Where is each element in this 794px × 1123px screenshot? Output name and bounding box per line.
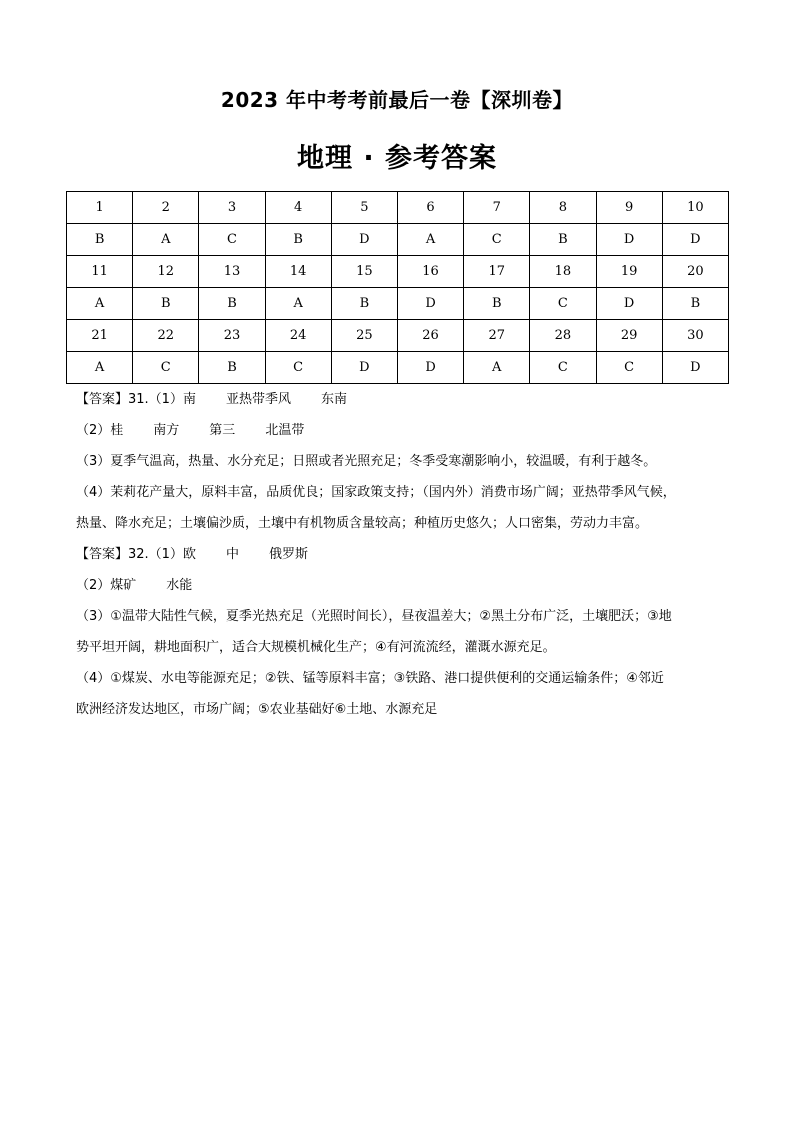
table-cell: A — [265, 288, 331, 320]
table-cell: 28 — [530, 320, 596, 352]
answer-31-part-1-b: 亚热带季风 — [225, 392, 291, 407]
answer-31-part-1-c: 东南 — [320, 392, 347, 407]
answer-31-part-2-c: 第三 — [209, 423, 236, 438]
table-cell: D — [331, 352, 397, 384]
answer-32-part-1-a: 【答案】32.（1）欧 — [76, 547, 196, 562]
answer-31-part-2-d: 北温带 — [265, 423, 305, 438]
answer-32-part-2-a: （2）煤矿 — [76, 578, 137, 593]
table-cell: A — [67, 288, 133, 320]
table-cell: 5 — [331, 192, 397, 224]
table-cell: C — [530, 288, 596, 320]
answer-32-line-3: （3）①温带大陆性气候，夏季光热充足（光照时间长），昼夜温差大；②黑土分布广泛，土壤肥沃；③地 — [76, 609, 672, 624]
table-cell: 18 — [530, 256, 596, 288]
table-cell: 8 — [530, 192, 596, 224]
table-cell: D — [397, 352, 463, 384]
answer-32-line-4: 势平坦开阔，耕地面积广，适合大规模机械化生产；④有河流流经，灌溉水源充足。 — [76, 640, 556, 655]
table-cell: 20 — [662, 256, 728, 288]
table-cell: 19 — [596, 256, 662, 288]
table-cell: D — [662, 224, 728, 256]
answer-31-line-1 — [76, 384, 736, 415]
table-cell: C — [464, 224, 530, 256]
table-cell: 27 — [464, 320, 530, 352]
answer-32 — [76, 539, 736, 725]
table-cell: 7 — [464, 192, 530, 224]
table-cell: C — [530, 352, 596, 384]
table-cell: B — [530, 224, 596, 256]
table-cell: A — [397, 224, 463, 256]
answer-31 — [76, 384, 736, 539]
table-cell: 16 — [397, 256, 463, 288]
document-title: 2023 年中考考前最后一卷【深圳卷】 — [220, 88, 574, 112]
answer-32-line-5: （4）①煤炭、水电等能源充足；②铁、锰等原料丰富；③铁路、港口提供便利的交通运输条件；④邻近 — [76, 671, 664, 686]
table-cell: C — [133, 352, 199, 384]
table-cell: 14 — [265, 256, 331, 288]
table-cell: 15 — [331, 256, 397, 288]
answer-32-line-2 — [76, 570, 736, 601]
answer-32-part-1-c: 俄罗斯 — [268, 547, 308, 562]
table-cell: D — [662, 352, 728, 384]
answer-31-line-4: （4）茉莉花产量大，原料丰富，品质优良；国家政策支持；（国内外）消费市场广阔；亚热带季风气候， — [76, 485, 676, 500]
answer-32-line-1 — [76, 539, 736, 570]
table-cell: 11 — [67, 256, 133, 288]
table-cell: 1 — [67, 192, 133, 224]
table-cell: 3 — [199, 192, 265, 224]
table-cell: 24 — [265, 320, 331, 352]
table-cell: 22 — [133, 320, 199, 352]
table-row — [67, 224, 729, 256]
table-cell: B — [133, 288, 199, 320]
table-cell: A — [464, 352, 530, 384]
table-cell: D — [596, 224, 662, 256]
table-cell: 4 — [265, 192, 331, 224]
table-cell: B — [662, 288, 728, 320]
answer-31-line-2 — [76, 415, 736, 446]
answer-31-line-5: 热量、降水充足；土壤偏沙质，土壤中有机物质含量较高；种植历史悠久；人口密集，劳动力丰富。 — [76, 516, 649, 531]
table-cell: B — [331, 288, 397, 320]
table-cell: B — [67, 224, 133, 256]
table-cell: A — [67, 352, 133, 384]
answer-32-part-2-b: 水能 — [166, 578, 193, 593]
table-cell: A — [133, 224, 199, 256]
table-cell: 2 — [133, 192, 199, 224]
table-cell: 29 — [596, 320, 662, 352]
table-row — [67, 192, 729, 224]
answer-31-part-2-a: （2）桂 — [76, 423, 124, 438]
answer-31-part-1-a: 【答案】31.（1）南 — [76, 392, 196, 407]
answer-32-line-6: 欧洲经济发达地区，市场广阔；⑤农业基础好⑥土地、水源充足 — [76, 702, 438, 717]
table-cell: 6 — [397, 192, 463, 224]
answer-31-part-2-b: 南方 — [153, 423, 180, 438]
table-cell: C — [199, 224, 265, 256]
table-cell: B — [199, 352, 265, 384]
table-cell: C — [265, 352, 331, 384]
table-cell: 9 — [596, 192, 662, 224]
table-row — [67, 256, 729, 288]
table-cell: C — [596, 352, 662, 384]
table-cell: 25 — [331, 320, 397, 352]
table-cell: B — [199, 288, 265, 320]
table-cell: 10 — [662, 192, 728, 224]
table-cell: B — [464, 288, 530, 320]
table-cell: 26 — [397, 320, 463, 352]
table-row — [67, 288, 729, 320]
table-cell: 12 — [133, 256, 199, 288]
table-cell: B — [265, 224, 331, 256]
table-cell: D — [397, 288, 463, 320]
answer-31-line-3: （3）夏季气温高，热量、水分充足；日照或者光照充足；冬季受寒潮影响小，较温暖，有利于越冬。 — [76, 454, 657, 469]
table-cell: 17 — [464, 256, 530, 288]
document-subtitle: 地理 · 参考答案 — [296, 143, 498, 174]
table-cell: D — [331, 224, 397, 256]
answer-32-part-1-b: 中 — [225, 547, 239, 562]
answer-table — [66, 191, 729, 384]
table-row — [67, 352, 729, 384]
table-cell: 13 — [199, 256, 265, 288]
table-row — [67, 320, 729, 352]
table-cell: 30 — [662, 320, 728, 352]
table-cell: 23 — [199, 320, 265, 352]
table-cell: 21 — [67, 320, 133, 352]
table-cell: D — [596, 288, 662, 320]
